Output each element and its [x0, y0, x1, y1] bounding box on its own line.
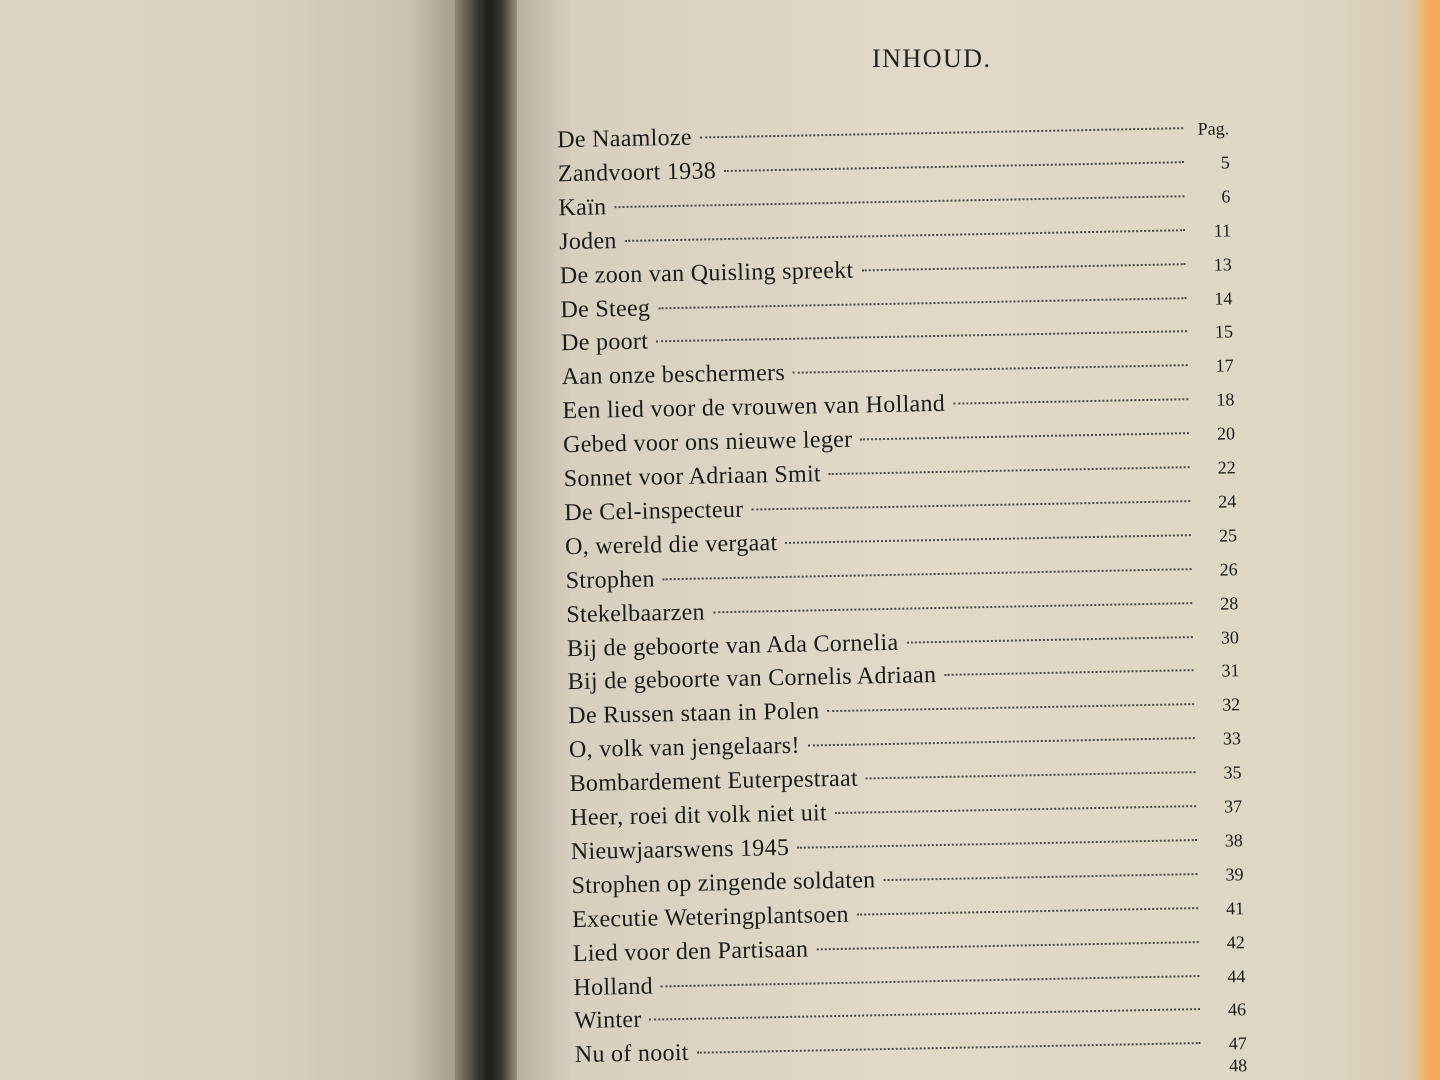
toc-entry-title: O, volk van jengelaars! [568, 732, 800, 764]
toc-entry-title: Strophen [565, 566, 655, 594]
toc-entry-title: O, wereld die vergaat [564, 529, 778, 560]
dot-leader [658, 297, 1186, 309]
toc-entry-page: 46 [1227, 999, 1247, 1020]
toc-entry-title: Nu of nooit [574, 1040, 690, 1069]
toc-entry-page: 44 [1227, 965, 1246, 987]
toc-entry-title: De Cel-inspecteur [564, 496, 744, 527]
dot-leader [906, 636, 1192, 643]
dot-leader [827, 703, 1194, 712]
toc-entry-title: Heer, roei dit volk niet uit [570, 800, 828, 832]
toc-entry-page: 22 [1217, 457, 1236, 478]
toc-entry-title: De poort [560, 328, 649, 357]
dot-leader [724, 161, 1184, 172]
toc-entry-title: Holland [573, 973, 654, 1001]
toc-entry-page: 17 [1215, 355, 1234, 376]
dot-leader [661, 975, 1200, 987]
dot-leader [650, 1008, 1200, 1021]
toc-entry-title: Een lied voor de vrouwen van Holland [562, 391, 946, 425]
dot-leader [614, 195, 1184, 208]
toc-entry-page: 13 [1213, 253, 1232, 275]
dot-leader [656, 331, 1187, 343]
toc-entry-page: 32 [1222, 694, 1241, 715]
toc-entry-page: 20 [1216, 423, 1236, 444]
dot-leader [829, 466, 1190, 475]
toc-entry-title: Lied voor den Partisaan [572, 936, 809, 967]
toc-entry-title: Gebed voor ons nieuwe leger [562, 426, 853, 459]
toc-entry-page: 18 [1216, 389, 1235, 410]
dot-leader [793, 364, 1188, 374]
toc-entry-page: 11 [1213, 219, 1232, 241]
dot-leader [697, 1042, 1201, 1054]
dot-leader [751, 500, 1190, 510]
toc-entry-title: Kaïn [558, 194, 607, 222]
toc-entry-page: 15 [1214, 321, 1234, 343]
dot-leader [816, 941, 1198, 950]
toc-entry-title: De Steeg [560, 294, 651, 323]
toc-entry-title: Sonnet voor Adriaan Smit [563, 461, 822, 493]
toc-entry-page: 30 [1220, 626, 1240, 648]
left-page [0, 0, 455, 1080]
toc-entry-page: 42 [1226, 931, 1245, 953]
dot-leader [883, 873, 1197, 881]
toc-entry-title: Winter [573, 1007, 642, 1035]
toc-entry-title: Bij de geboorte van Cornelis Adriaan [567, 662, 937, 696]
toc-entry-page: 24 [1218, 491, 1237, 512]
dot-leader [700, 127, 1183, 138]
toc-entry-title: Bij de geboorte van Ada Cornelia [566, 629, 899, 662]
spacer [583, 1066, 1201, 1078]
toc-entry-page: 35 [1223, 762, 1242, 783]
dot-leader [663, 568, 1192, 580]
page-title: INHOUD. [872, 44, 992, 73]
toc-entry-page: 38 [1224, 830, 1243, 851]
toc-entry-page: 31 [1221, 660, 1240, 681]
dot-leader [835, 805, 1196, 814]
dot-leader [625, 229, 1185, 242]
book-gutter [455, 0, 517, 1080]
toc-entry-page: 41 [1225, 897, 1245, 919]
toc-entry-page: 14 [1214, 287, 1233, 309]
toc-entry-title: De Russen staan in Polen [568, 698, 820, 730]
toc-entry-page: 39 [1225, 863, 1244, 885]
dot-leader [861, 263, 1185, 271]
toc-entry-title: Nieuwjaarswens 1945 [570, 834, 790, 865]
dot-leader [860, 432, 1189, 440]
toc-entry-title: Zandvoort 1938 [557, 158, 717, 188]
dot-leader [797, 839, 1197, 849]
dot-leader [808, 737, 1195, 746]
toc-entry-title: De Naamloze [556, 124, 693, 154]
dot-leader [713, 602, 1192, 613]
toc-entry-page: 47 [1228, 1033, 1247, 1054]
dot-leader [944, 670, 1193, 677]
dot-leader [857, 907, 1198, 916]
toc-entry-title: De zoon van Quisling spreekt [559, 257, 854, 289]
toc-entry-title: Strophen op zingende soldaten [571, 867, 876, 899]
toc-entry-page: 26 [1219, 558, 1238, 580]
toc-entry-page: 5 [1220, 152, 1230, 173]
toc-entry-title: Bombardement Euterpestraat [569, 765, 859, 798]
toc-entry-page: 33 [1222, 728, 1242, 749]
toc-entry-page: 6 [1221, 186, 1231, 207]
toc-entry-page: 28 [1220, 592, 1239, 614]
dot-leader [785, 534, 1191, 544]
toc-entry-title: Aan onze beschermers [561, 360, 786, 391]
toc-entry-page: 48 [1228, 1055, 1248, 1076]
right-page [517, 0, 1440, 1080]
table-of-contents [517, 110, 1440, 1080]
toc-entry-title: Executie Weteringplantsoen [571, 901, 850, 933]
toc-entry-title: Stekelbaarzen [566, 599, 706, 628]
dot-leader [953, 398, 1188, 405]
toc-entry-title: Joden [558, 227, 617, 255]
toc-entry-page: 25 [1218, 525, 1238, 546]
toc-entry-page: 37 [1223, 796, 1243, 817]
toc-entry-page: Pag. [1197, 118, 1230, 139]
dot-leader [866, 771, 1196, 779]
